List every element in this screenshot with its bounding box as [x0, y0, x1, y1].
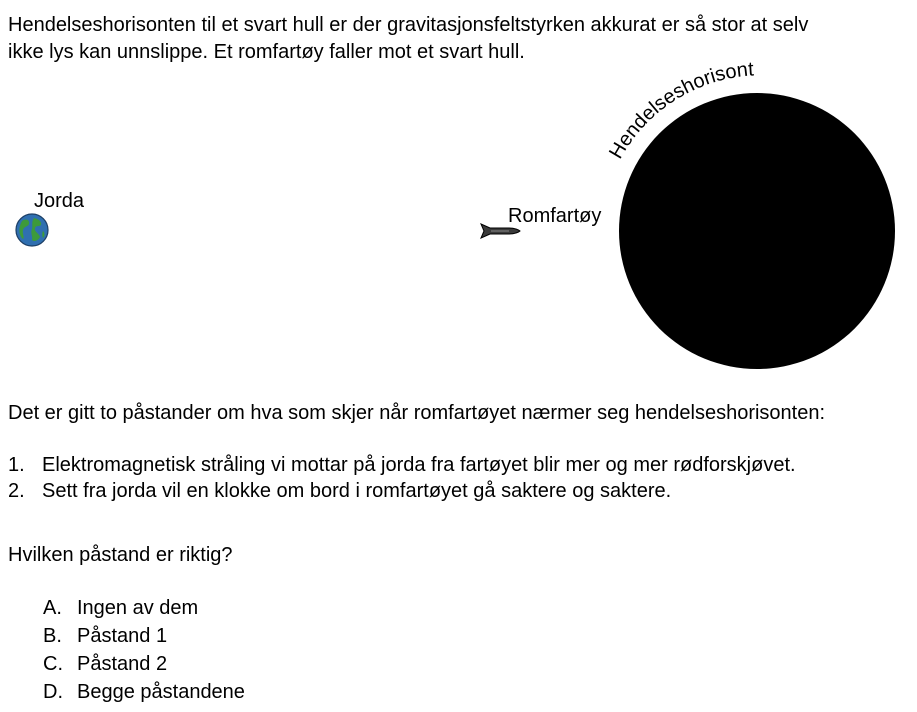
option-letter: D.: [43, 681, 63, 703]
black-hole: [580, 60, 917, 380]
option-text: Påstand 1: [77, 625, 168, 647]
intro-line-1: Hendelseshorisonten til et svart hull er der gravitasjonsfeltstyrken akkurat er så stor at selv: [8, 14, 809, 36]
option-text: Begge påstandene: [77, 681, 245, 703]
statement-list: [8, 452, 796, 504]
answer-option-c[interactable]: [43, 650, 245, 678]
option-text: Påstand 2: [77, 653, 168, 675]
option-letter: C.: [43, 653, 63, 675]
statement-text: Sett fra jorda vil en klokke om bord i romfartøyet gå saktere og saktere.: [42, 480, 672, 502]
intro-line-2: ikke lys kan unnslippe. Et romfartøy faller mot et svart hull.: [8, 41, 525, 63]
intro-text: [8, 12, 908, 66]
answer-options: [43, 594, 245, 706]
statement-number: 2.: [8, 480, 25, 502]
option-text: Ingen av dem: [77, 597, 199, 619]
earth-label: Jorda: [34, 190, 85, 212]
event-horizon-circle: [619, 93, 895, 369]
answer-option-d[interactable]: [43, 678, 245, 706]
statement-number: 1.: [8, 454, 25, 476]
event-horizon-label: Hendelseshorisont: [605, 60, 755, 163]
answer-option-a[interactable]: [43, 594, 245, 622]
earth-icon: [14, 212, 50, 248]
statement-lead: Det er gitt to påstander om hva som skjer når romfartøyet nærmer seg hendelseshorisonten:: [8, 402, 826, 424]
option-letter: B.: [43, 625, 62, 647]
statement-text: Elektromagnetisk stråling vi mottar på jorda fra fartøyet blir mer og mer rødforskjøvet.: [42, 454, 796, 476]
black-hole-figure: [0, 60, 917, 380]
answer-option-b[interactable]: [43, 622, 245, 650]
statement-item: [8, 452, 796, 478]
question-text: Hvilken påstand er riktig?: [8, 544, 233, 566]
option-letter: A.: [43, 597, 62, 619]
statement-item: [8, 478, 796, 504]
spaceship-label: Romfartøy: [508, 205, 602, 227]
